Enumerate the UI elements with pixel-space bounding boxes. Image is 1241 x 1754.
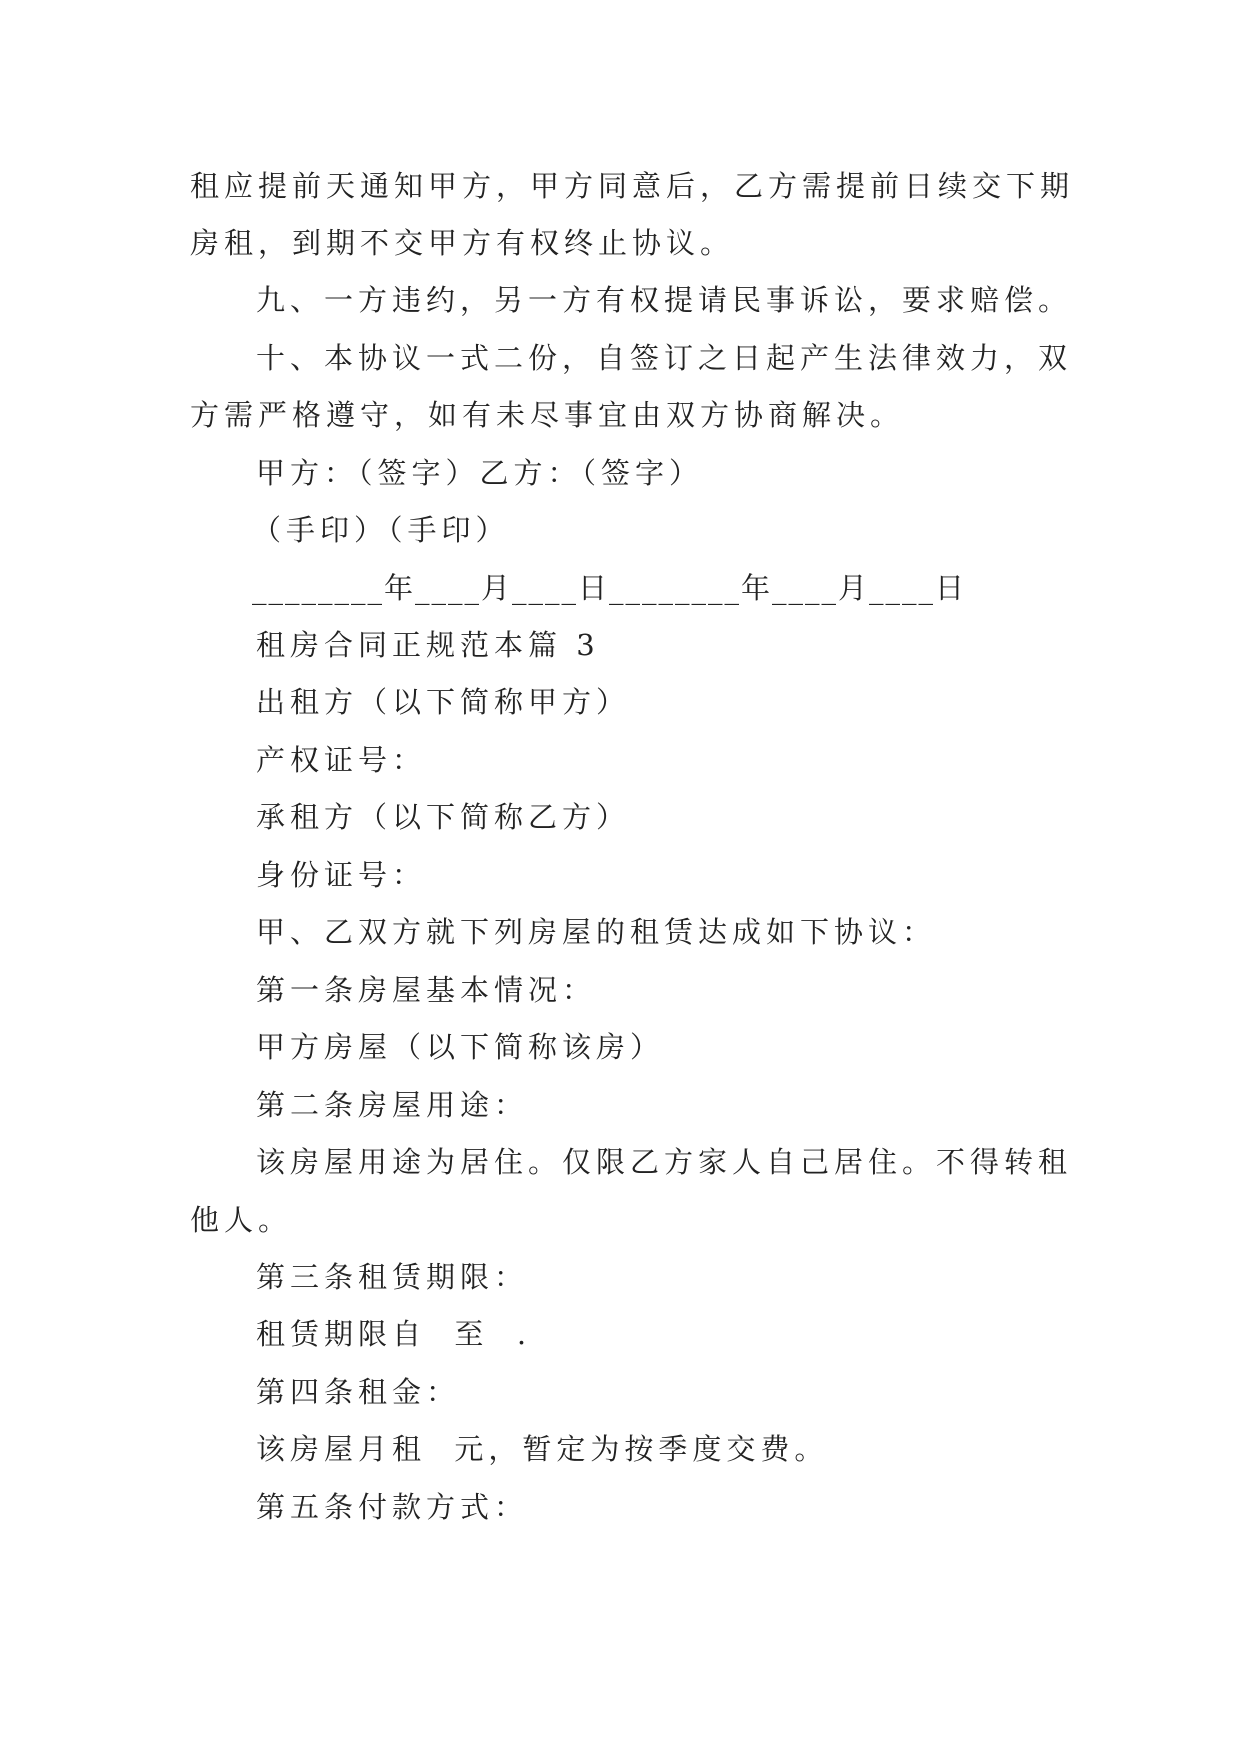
paragraph-line: 房租，到期不交甲方有权终止协议。 [190, 226, 735, 260]
section-title: 租房合同正规范本篇 3 [256, 628, 600, 662]
paragraph-line: 该房屋用途为居住。仅限乙方家人自己居住。不得转租 [256, 1145, 1073, 1179]
paragraph-line: 该房屋月租 元，暂定为按季度交费。 [256, 1432, 829, 1466]
paragraph-line: 他人。 [190, 1203, 293, 1237]
paragraph-line: 方需严格遵守，如有未尽事宜由双方协商解决。 [190, 398, 905, 432]
paragraph-line: 甲方房屋（以下简称该房） [256, 1030, 665, 1064]
date-line: ________年____月____日________年____月____日 [252, 571, 967, 605]
thumbprint-line: （手印）（手印） [252, 513, 510, 547]
lessee-label: 承租方（以下简称乙方） [256, 800, 631, 834]
signature-line: 甲方：（签字）乙方：（签字） [256, 456, 704, 490]
lessor-label: 出租方（以下简称甲方） [256, 685, 631, 719]
id-number-label: 身份证号： [256, 858, 427, 892]
agreement-intro: 甲、乙双方就下列房屋的租赁达成如下协议： [256, 915, 937, 949]
article-heading: 第一条房屋基本情况： [256, 973, 597, 1007]
clause-nine: 九、一方违约，另一方有权提请民事诉讼，要求赔偿。 [256, 283, 1073, 317]
article-heading: 第三条租赁期限： [256, 1260, 529, 1294]
paragraph-line: 租应提前天通知甲方，甲方同意后，乙方需提前日续交下期 [190, 169, 1075, 203]
article-heading: 第四条租金： [256, 1375, 461, 1409]
paragraph-line: 租赁期限自 至 . [256, 1317, 532, 1351]
article-heading: 第二条房屋用途： [256, 1088, 529, 1122]
property-cert-label: 产权证号： [256, 743, 427, 777]
article-heading: 第五条付款方式： [256, 1490, 529, 1524]
clause-ten: 十、本协议一式二份，自签订之日起产生法律效力，双 [256, 341, 1073, 375]
